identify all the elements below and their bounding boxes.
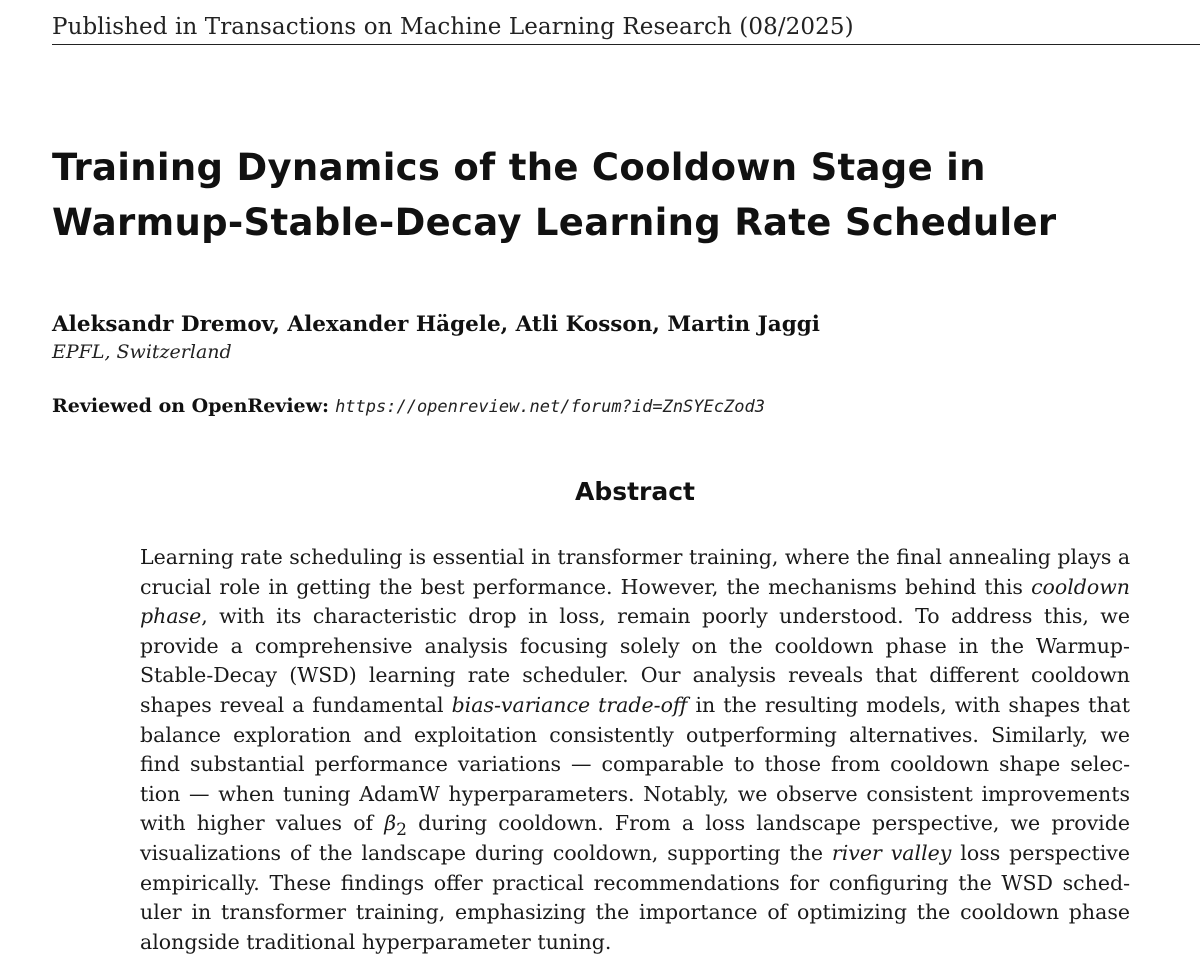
emphasis: phase	[140, 604, 202, 629]
abstract-heading: Abstract	[574, 477, 696, 506]
abstract-line: Stable-Decay (WSD) learning rate scheduler. Our analysis reveals that different cooldown	[140, 663, 1130, 688]
abstract-line: empirically. These findings offer practical recommendations for configuring the WSD sched-	[140, 870, 1130, 895]
abstract-line: alongside traditional hyperparameter tuning.	[140, 929, 612, 954]
openreview-link[interactable]: https://openreview.net/forum?id=ZnSYEcZod3	[335, 397, 765, 417]
review-info	[52, 392, 765, 421]
abstract-line: provide a comprehensive analysis focusing solely on the cooldown phase in the Warmup-	[140, 633, 1130, 658]
abstract-line: with higher values of $\beta_2$ during cooldown. From a loss landscape perspective, we provide	[140, 811, 1130, 841]
title-line: Training Dynamics of the Cooldown Stage in	[52, 146, 986, 189]
running-head	[52, 12, 1200, 45]
title-line: Warmup-Stable-Decay Learning Rate Scheduler	[52, 201, 1057, 244]
beta-symbol: β	[384, 811, 397, 836]
emphasis: bias-variance trade-off	[451, 692, 688, 717]
abstract-line: tion — when tuning AdamW hyperparameters. Notably, we observe consistent improvements	[140, 781, 1130, 806]
affiliation: EPFL, Switzerland	[52, 341, 232, 363]
abstract-line: uler in transformer training, emphasizing the importance of optimizing the cooldown phase	[140, 900, 1130, 925]
paper-title	[52, 140, 1182, 250]
abstract-body	[140, 543, 1130, 957]
abstract-line: Learning rate scheduling is essential in transformer training, where the final annealing plays a	[140, 545, 1131, 569]
abstract-line: find substantial performance variations — comparable to those from cooldown shape selec-	[140, 752, 1130, 777]
emphasis: cooldown	[1031, 574, 1130, 599]
abstract-line: phase, with its characteristic drop in loss, remain poorly understood. To address this, we	[140, 604, 1130, 629]
abstract-line: visualizations of the landscape during cooldown, supporting the river valley loss perspective	[140, 840, 1130, 865]
emphasis: river valley	[831, 840, 952, 865]
abstract-line: shapes reveal a fundamental bias-variance trade-off in the resulting models, with shapes that	[140, 692, 1130, 717]
review-label: Reviewed on OpenReview:	[52, 395, 330, 417]
abstract-line: balance exploration and exploitation consistently outperforming alternatives. Similarly, we	[140, 722, 1130, 747]
beta-subscript: 2	[396, 820, 408, 841]
author-list: Aleksandr Dremov, Alexander Hägele, Atli Kosson, Martin Jaggi	[52, 312, 820, 337]
running-head-text: Published in Transactions on Machine Learning Research (08/2025)	[52, 14, 854, 40]
abstract-line: crucial role in getting the best performance. However, the mechanisms behind this cooldown	[140, 574, 1130, 599]
